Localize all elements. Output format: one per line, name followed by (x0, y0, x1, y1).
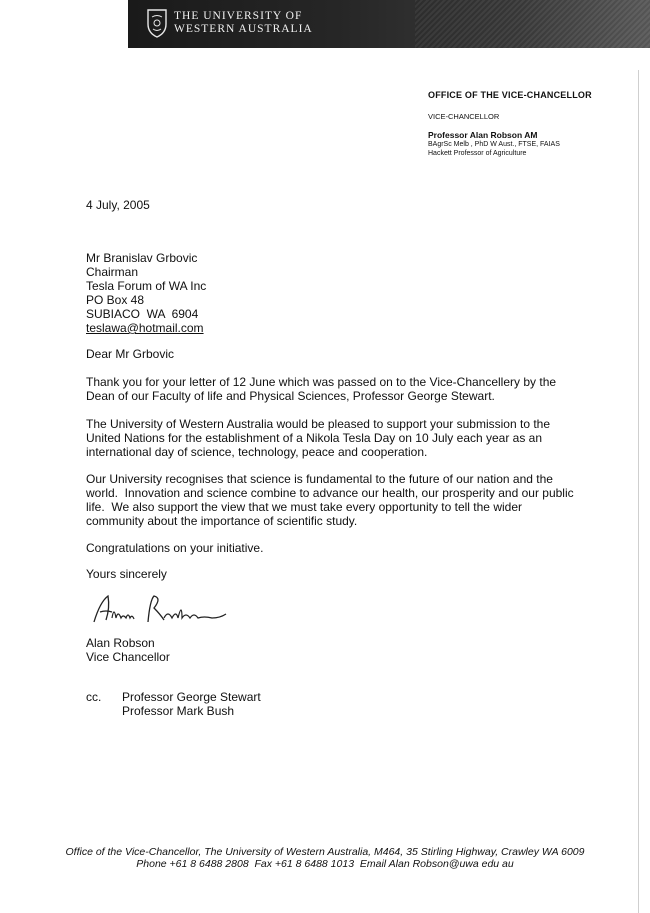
paragraph-line: world. Innovation and science combine to advance our health, our prosperity and our public (86, 486, 574, 500)
handwritten-signature (90, 588, 230, 634)
paragraph-1 (86, 375, 556, 403)
recipient-line: SUBIACO WA 6904 (86, 307, 199, 321)
university-name-line2: WESTERN AUSTRALIA (174, 23, 313, 35)
recipient-line: Tesla Forum of WA Inc (86, 279, 207, 293)
paragraph-line: life. We also support the view that we must take every opportunity to tell the wider (86, 500, 522, 514)
university-crest-icon (146, 8, 168, 38)
signer-block (86, 636, 170, 664)
footer-address: Office of the Vice-Chancellor, The University of Western Australia, M464, 35 Stirling Highway, Crawley WA 6009 (65, 846, 585, 858)
office-chair: Hackett Professor of Agriculture (428, 150, 527, 157)
recipient-email-link[interactable]: teslawa@hotmail.com (86, 321, 204, 335)
letter-date: 4 July, 2005 (86, 198, 150, 212)
office-qualifications: BAgrSc Melb , PhD W Aust., FTSE, FAIAS (428, 141, 560, 148)
recipient-address (86, 251, 206, 321)
paragraph-line: international day of science, technology, peace and cooperation. (86, 445, 428, 459)
university-name-line1: THE UNIVERSITY OF (174, 10, 303, 22)
paragraph-2 (86, 417, 550, 459)
paragraph-line: Our University recognises that science is fundamental to the future of our nation and the (86, 472, 553, 486)
office-professor-name: Professor Alan Robson AM (428, 130, 538, 140)
paragraph-line: United Nations for the establishment of a Nikola Tesla Day on 10 July each year as an (86, 431, 543, 445)
cc-list (122, 690, 261, 718)
cc-recipient: Professor George Stewart (122, 690, 261, 704)
closing: Yours sincerely (86, 567, 167, 581)
office-title: OFFICE OF THE VICE-CHANCELLOR (428, 90, 592, 100)
recipient-line: PO Box 48 (86, 293, 145, 307)
office-role: VICE-CHANCELLOR (428, 112, 500, 121)
cc-recipient: Professor Mark Bush (122, 704, 235, 718)
signer-title: Vice Chancellor (86, 650, 170, 664)
signer-name: Alan Robson (86, 636, 155, 650)
paragraph-line: Thank you for your letter of 12 June which was passed on to the Vice-Chancellery by the (86, 375, 557, 389)
paragraph-line: community about the importance of scientific study. (86, 514, 358, 528)
paragraph-3 (86, 472, 574, 528)
recipient-line: Mr Branislav Grbovic (86, 251, 198, 265)
recipient-line: Chairman (86, 265, 139, 279)
university-name (174, 10, 313, 36)
paragraph-line: The University of Western Australia would be pleased to support your submission to the (86, 417, 551, 431)
letter-footer (0, 846, 650, 870)
salutation: Dear Mr Grbovic (86, 347, 175, 361)
footer-contact: Phone +61 8 6488 2808 Fax +61 8 6488 1013 Email Alan Robson@uwa edu au (136, 858, 514, 870)
office-block (428, 90, 592, 158)
paragraph-line: Dean of our Faculty of life and Physical Sciences, Professor George Stewart. (86, 389, 495, 403)
paragraph-4: Congratulations on your initiative. (86, 541, 264, 555)
scan-edge-line (638, 70, 639, 913)
cc-label: cc. (86, 690, 102, 704)
